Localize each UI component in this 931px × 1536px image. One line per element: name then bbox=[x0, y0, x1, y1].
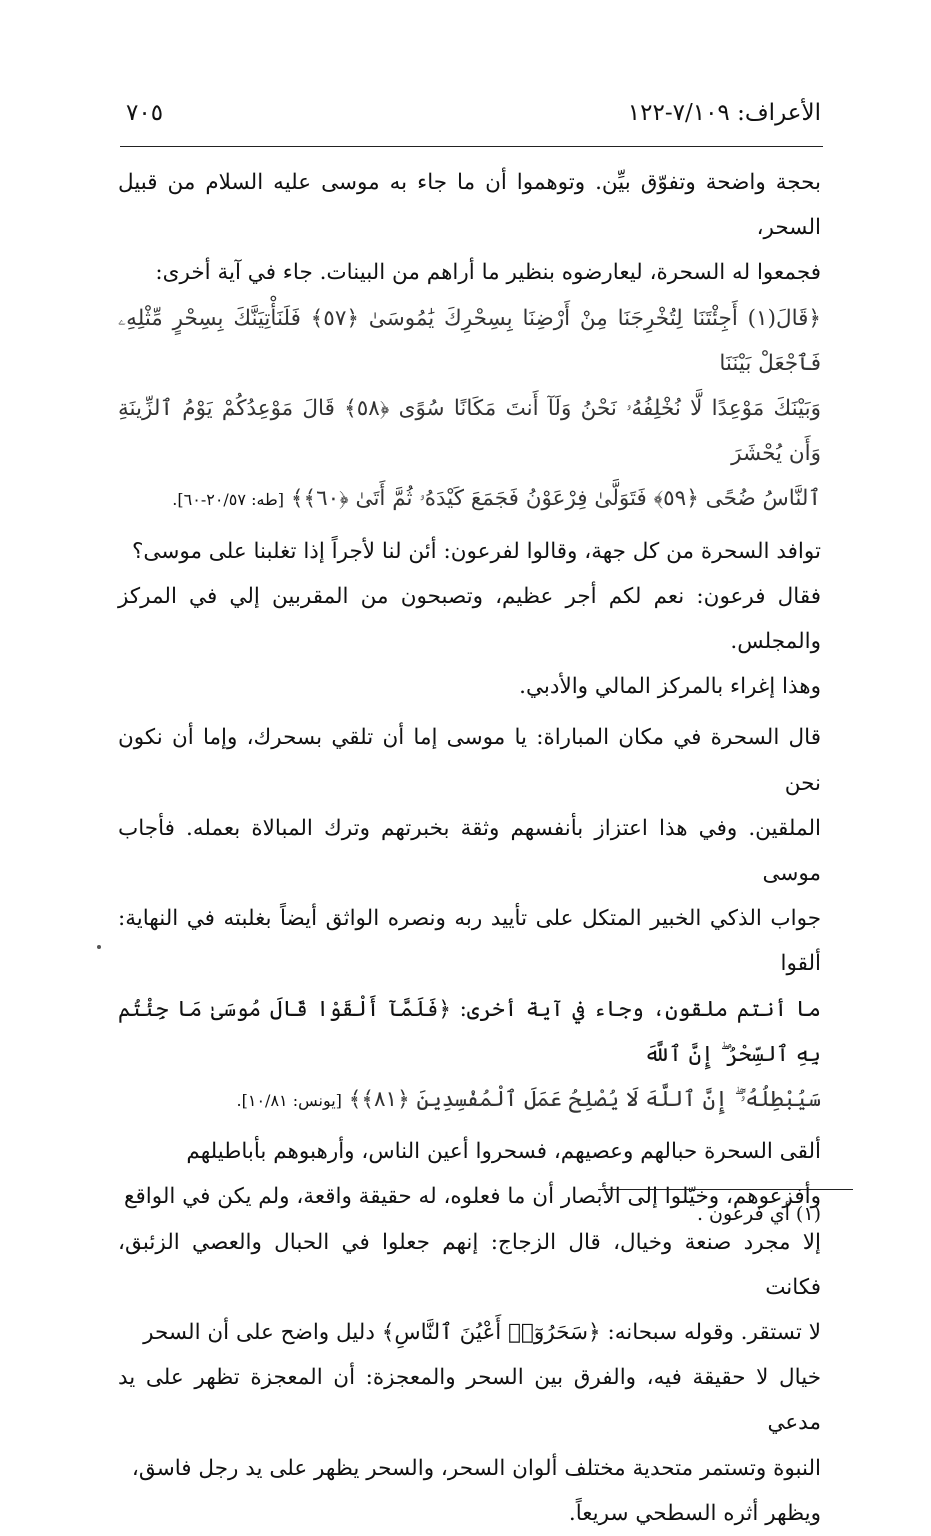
text-line: خيال لا حقيقة فيه، والفرق بين السحر والمعجزة: أن المعجزة تظهر على يد مدعي bbox=[118, 1365, 821, 1436]
quran-verse-line: ﴿قَالَ(١) أَجِئْتَنَا لِتُخْرِجَنَا مِنْ أَرْضِنَا بِسِحْرِكَ يَٰمُوسَىٰ ﴿٥٧﴾ فَلَنَأْتِيَنَّكَ بِسِحْرٍ مِّثْلِهِۦ فَٱجْعَلْ بَيْنَنَا bbox=[118, 305, 822, 376]
header-divider bbox=[120, 146, 823, 147]
paragraph-1 bbox=[118, 160, 821, 523]
text-line: الملقين. وفي هذا اعتزاز بأنفسهم وثقة بخبرتهم وترك المبالاة بعمله. فأجاب موسى bbox=[118, 815, 821, 887]
text-line: وهذا إغراء بالمركز المالي والأدبي. bbox=[519, 674, 821, 700]
quran-verse-text: سَيُبْطِلُهُۥٓ ۖ إِنَّ ٱللَّهَ لَا يُصْلِحُ عَمَلَ ٱلْمُفْسِدِينَ ﴿٨١﴾﴾ bbox=[348, 1087, 821, 1113]
quran-verse-line-with-ref bbox=[118, 476, 821, 522]
page-number: ٧٠٥ bbox=[126, 100, 164, 126]
text-line: فقال فرعون: نعم لكم أجر عظيم، وتصبحون من المقربين إلي في المركز والمجلس. bbox=[118, 583, 821, 655]
footnote: (١) أي فرعون . bbox=[696, 1203, 821, 1225]
print-speck bbox=[97, 945, 101, 949]
text-line: ويظهر أثره السطحي سريعاً. bbox=[568, 1500, 821, 1526]
page-body bbox=[118, 160, 821, 1536]
text-line: لا تستقر. وقوله سبحانه: ﴿سَحَرُوٓا۟ أَعْيُنَ ٱلنَّاسِ﴾ دليل واضح على أن السحر bbox=[143, 1320, 821, 1346]
paragraph-4 bbox=[118, 1129, 821, 1536]
running-head: الأعراف: ٧/١٠٩-١٢٢ bbox=[627, 100, 821, 126]
quran-verse-line-with-ref bbox=[118, 1077, 821, 1123]
text-line: جواب الذكي الخبير المتكل على تأييد ربه ونصره الواثق أيضاً بغلبته في النهاية: ألقوا bbox=[118, 906, 821, 977]
footnote-divider bbox=[598, 1189, 853, 1190]
text-line: توافد السحرة من كل جهة، وقالوا لفرعون: أئن لنا لأجراً إذا تغلبنا على موسى؟ bbox=[131, 538, 821, 564]
verse-reference: [يونس: ١٠/٨١]. bbox=[236, 1091, 342, 1111]
paragraph-3 bbox=[118, 715, 821, 1123]
text-line: قال السحرة في مكان المباراة: يا موسى إما أن تلقي بسحرك، وإما أن نكون نحن bbox=[118, 725, 821, 796]
text-line: فجمعوا له السحرة، ليعارضوه بنظير ما أراهم من البينات. جاء في آية أخرى: bbox=[155, 260, 821, 286]
text-line: إلا مجرد صنعة وخيال، قال الزجاج: إنهم جعلوا في الحبال والعصي الزئبق، فكانت bbox=[118, 1229, 821, 1300]
page-header bbox=[118, 96, 821, 140]
text-line: ألقى السحرة حبالهم وعصيهم، فسحروا أعين الناس، وأرهبوهم بأباطيلهم bbox=[186, 1139, 821, 1165]
paragraph-2 bbox=[118, 529, 821, 710]
quran-verse-line: وَبَيْنَكَ مَوْعِدًا لَّا نُخْلِفُهُۥ نَحْنُ وَلَآ أَنتَ مَكَانًا سُوًى ﴿٥٨﴾ قَالَ مَوْعِدُكُمْ يَوْمُ ٱلزِّينَةِ وَأَن يُحْشَرَ bbox=[118, 396, 821, 467]
text-line: بحجة واضحة وتفوّق بيِّن. وتوهموا أن ما جاء به موسى عليه السلام من قبيل السحر، bbox=[118, 170, 821, 241]
text-line: ما أنتم ملقون، وجاء في آية أخرى: ﴿فَلَمَّآ أَلْقَوْا قَالَ مُوسَىٰ مَا جِئْتُم بِهِ ٱلسِّحْرُ ۖ إِنَّ ٱللَّهَ bbox=[118, 996, 821, 1067]
text-line: وأفزعوهم، وخيّلوا إلى الأبصار أن ما فعلوه، له حقيقة واقعة، ولم يكن في الواقع bbox=[124, 1184, 821, 1210]
verse-reference: [طه: ٢٠/٥٧-٦٠]. bbox=[172, 490, 285, 510]
text-line: النبوة وتستمر متحدية مختلف ألوان السحر، والسحر يظهر على يد رجل فاسق، bbox=[131, 1455, 821, 1481]
quran-verse-text: ٱلنَّاسُ ضُحًى ﴿٥٩﴾ فَتَوَلَّىٰ فِرْعَوْنُ فَجَمَعَ كَيْدَهُۥ ثُمَّ أَتَىٰ ﴿٦٠﴾﴾ bbox=[290, 486, 821, 512]
